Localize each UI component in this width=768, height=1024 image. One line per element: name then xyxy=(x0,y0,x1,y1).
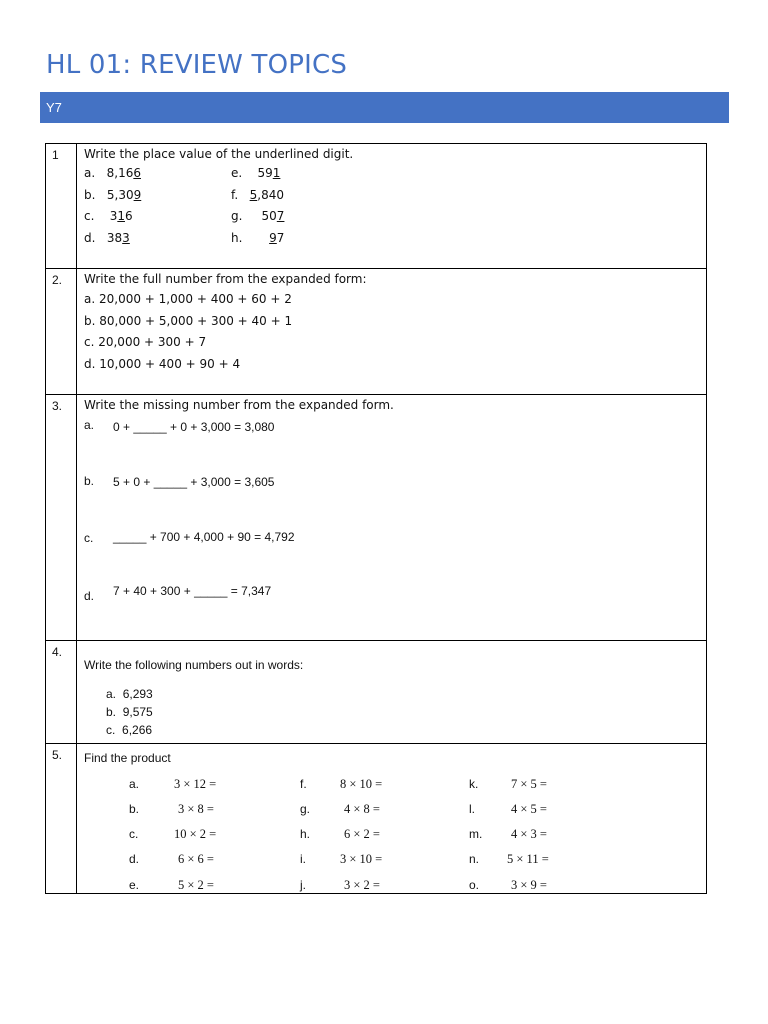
item-letter: d. xyxy=(84,589,95,603)
expression: 7 × 5 = xyxy=(511,777,547,791)
expression: 5 × 2 = xyxy=(178,878,214,892)
list-item: d. 383 xyxy=(84,231,130,245)
list-item: g. 507 xyxy=(231,209,285,223)
question-prompt: Write the full number from the expanded form: xyxy=(84,272,367,286)
expression: 4 × 5 = xyxy=(511,802,547,816)
question-prompt: Find the product xyxy=(84,751,171,765)
list-item: b. 80,000 + 5,000 + 300 + 40 + 1 xyxy=(84,314,293,328)
question-row-3 xyxy=(46,395,707,641)
item-letter: a. xyxy=(129,777,140,791)
expression: 3 × 9 = xyxy=(511,878,547,892)
list-item: b. 9,575 xyxy=(106,705,153,719)
item-letter: n. xyxy=(469,852,480,866)
item-letter: o. xyxy=(469,878,480,892)
item-letter: m. xyxy=(469,827,483,841)
item-letter: d. xyxy=(129,852,140,866)
question-row-5 xyxy=(46,744,707,894)
expression: 8 × 10 = xyxy=(340,777,383,791)
item-letter: i. xyxy=(300,852,306,866)
year-label: Y7 xyxy=(46,100,62,115)
expression: 5 + 0 + _____ + 3,000 = 3,605 xyxy=(113,475,275,489)
expression: 3 × 8 = xyxy=(178,802,214,816)
question-row-1 xyxy=(46,144,707,269)
question-number: 4. xyxy=(46,641,77,744)
question-prompt: Write the missing number from the expanded form. xyxy=(84,398,394,412)
item-letter: k. xyxy=(469,777,479,791)
item-letter: j. xyxy=(300,878,306,892)
expression: 4 × 8 = xyxy=(344,802,380,816)
list-item: c. 20,000 + 300 + 7 xyxy=(84,335,207,349)
list-item: c. 6,266 xyxy=(106,723,153,737)
item-letter: c. xyxy=(129,827,139,841)
year-banner xyxy=(40,92,729,123)
expression: _____ + 700 + 4,000 + 90 = 4,792 xyxy=(113,530,295,544)
item-letter: a. xyxy=(84,418,95,432)
list-item: c. 316 xyxy=(84,209,133,223)
question-number: 5. xyxy=(46,744,77,894)
question-number: 3. xyxy=(46,395,77,641)
expression: 7 + 40 + 300 + _____ = 7,347 xyxy=(113,584,272,598)
expression: 3 × 12 = xyxy=(174,777,217,791)
item-letter: b. xyxy=(84,474,95,488)
expression: 4 × 3 = xyxy=(511,827,547,841)
list-item: d. 10,000 + 400 + 90 + 4 xyxy=(84,357,241,371)
question-row-4 xyxy=(46,641,707,744)
expression: 5 × 11 = xyxy=(507,852,549,866)
questions-table xyxy=(45,143,707,894)
item-letter: l. xyxy=(469,802,475,816)
expression: 6 × 6 = xyxy=(178,852,214,866)
item-letter: e. xyxy=(129,878,140,892)
expression: 3 × 10 = xyxy=(340,852,383,866)
question-number: 2. xyxy=(46,269,77,395)
list-item: a. 6,293 xyxy=(106,687,153,701)
expression: 3 × 2 = xyxy=(344,878,380,892)
item-letter: c. xyxy=(84,531,94,545)
item-letter: b. xyxy=(129,802,140,816)
question-number: 1 xyxy=(46,144,77,269)
item-letter: g. xyxy=(300,802,311,816)
list-item: a. 20,000 + 1,000 + 400 + 60 + 2 xyxy=(84,292,292,306)
question-prompt: Write the following numbers out in words: xyxy=(84,658,304,672)
question-row-2 xyxy=(46,269,707,395)
list-item: e. 591 xyxy=(231,166,281,180)
list-item: h. 97 xyxy=(231,231,285,245)
page-title: HL 01: REVIEW TOPICS xyxy=(46,50,348,80)
list-item: b. 5,309 xyxy=(84,188,142,202)
expression: 10 × 2 = xyxy=(174,827,217,841)
item-letter: h. xyxy=(300,827,311,841)
item-letter: f. xyxy=(300,777,307,791)
list-item: f. 5,840 xyxy=(231,188,284,202)
expression: 6 × 2 = xyxy=(344,827,380,841)
question-prompt: Write the place value of the underlined digit. xyxy=(84,147,354,161)
expression: 0 + _____ + 0 + 3,000 = 3,080 xyxy=(113,420,275,434)
list-item: a. 8,166 xyxy=(84,166,141,180)
